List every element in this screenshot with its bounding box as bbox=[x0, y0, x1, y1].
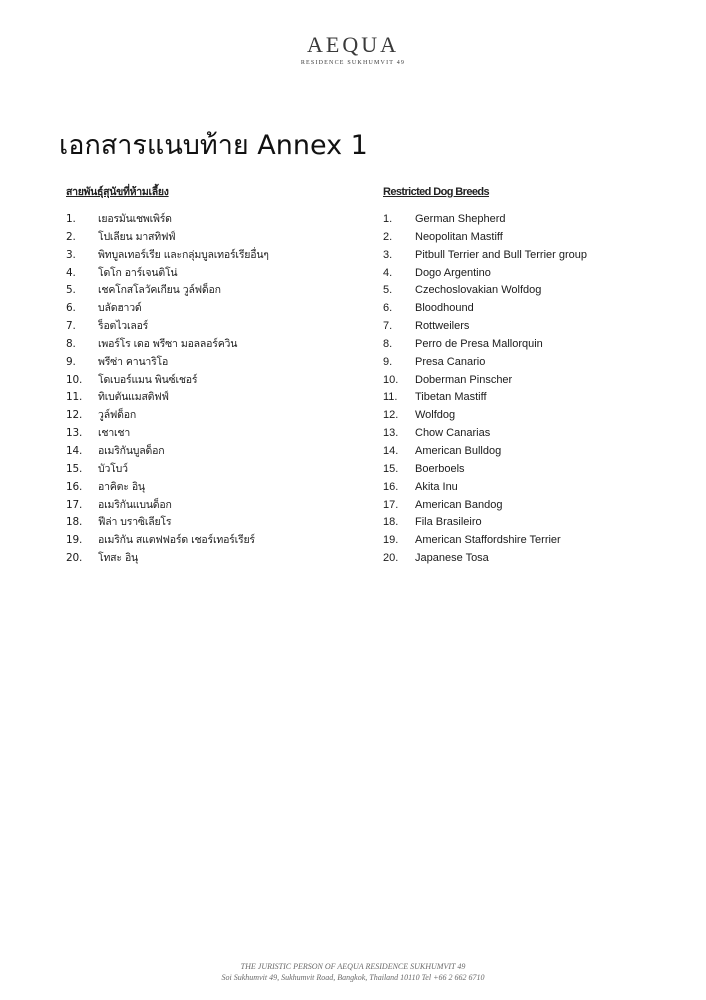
item-number: 16. bbox=[66, 480, 83, 493]
item-number: 9. bbox=[66, 355, 76, 368]
item-number: 7. bbox=[383, 320, 393, 333]
item-number: 10. bbox=[383, 373, 399, 386]
list-item bbox=[383, 318, 693, 336]
list-item bbox=[383, 407, 693, 425]
breed-name: โดโก อาร์เจนติโน่ bbox=[98, 266, 178, 279]
item-number: 2. bbox=[66, 230, 76, 243]
item-number: 20. bbox=[66, 552, 83, 565]
list-item bbox=[383, 247, 693, 265]
breed-name: American Staffordshire Terrier bbox=[415, 534, 561, 547]
breed-name: American Bulldog bbox=[415, 444, 502, 457]
item-number: 16. bbox=[383, 480, 399, 493]
english-list-heading: Restricted Dog Breeds bbox=[383, 186, 489, 198]
breed-name: Czechoslovakian Wolfdog bbox=[415, 284, 542, 297]
item-number: 13. bbox=[66, 427, 83, 440]
breed-name: Japanese Tosa bbox=[415, 552, 489, 565]
breed-name: Fila Brasileiro bbox=[415, 516, 482, 529]
item-number: 20. bbox=[383, 552, 399, 565]
list-item bbox=[66, 300, 366, 318]
list-item bbox=[383, 336, 693, 354]
list-item bbox=[383, 514, 693, 532]
item-number: 17. bbox=[383, 498, 399, 511]
breed-name: Wolfdog bbox=[415, 409, 456, 422]
breed-name: Bloodhound bbox=[415, 302, 474, 315]
item-number: 3. bbox=[66, 248, 76, 261]
thai-breed-column bbox=[66, 184, 366, 568]
list-item bbox=[383, 229, 693, 247]
breed-name: บลัดฮาวด์ bbox=[98, 302, 142, 315]
list-item bbox=[383, 443, 693, 461]
breed-name: American Bandog bbox=[415, 498, 503, 511]
page-footer bbox=[0, 961, 706, 983]
item-number: 14. bbox=[66, 444, 83, 457]
item-number: 5. bbox=[383, 284, 393, 297]
list-item bbox=[383, 497, 693, 515]
breed-name: German Shepherd bbox=[415, 213, 506, 225]
footer-line-address: Soi Sukhumvit 49, Sukhumvit Road, Bangkok, Thailand 10110 Tel +66 2 662 6710 bbox=[221, 973, 485, 982]
item-number: 7. bbox=[66, 320, 76, 333]
item-number: 6. bbox=[383, 302, 393, 315]
thai-breed-list bbox=[66, 211, 366, 568]
breed-name: บัวโบว์ bbox=[98, 462, 128, 475]
breed-name: Pitbull Terrier and Bull Terrier group bbox=[415, 248, 588, 261]
item-number: 15. bbox=[66, 462, 83, 475]
item-number: 17. bbox=[66, 498, 83, 511]
breed-name: โทสะ อินุ bbox=[98, 552, 139, 565]
list-item bbox=[383, 372, 693, 390]
list-item bbox=[66, 550, 366, 568]
item-number: 1. bbox=[383, 213, 393, 225]
item-number: 18. bbox=[383, 516, 399, 529]
list-item bbox=[383, 461, 693, 479]
list-item bbox=[66, 354, 366, 372]
item-number: 3. bbox=[383, 248, 393, 261]
breed-name: อเมริกันแบนด็อก bbox=[98, 498, 172, 511]
list-item bbox=[66, 497, 366, 515]
english-breed-list bbox=[383, 211, 693, 568]
list-item bbox=[383, 389, 693, 407]
item-number: 9. bbox=[383, 355, 393, 368]
breed-name: ทิเบตันแมสติฟฟ์ bbox=[98, 391, 169, 404]
list-item bbox=[66, 247, 366, 265]
item-number: 15. bbox=[383, 462, 399, 475]
list-item bbox=[66, 443, 366, 461]
list-item bbox=[66, 282, 366, 300]
list-item bbox=[66, 479, 366, 497]
breed-name: Chow Canarias bbox=[415, 427, 491, 440]
breed-name: Boerboels bbox=[415, 462, 465, 475]
item-number: 4. bbox=[66, 266, 76, 279]
list-item bbox=[383, 300, 693, 318]
item-number: 19. bbox=[383, 534, 399, 547]
breed-name: Presa Canario bbox=[415, 355, 486, 368]
list-item bbox=[66, 336, 366, 354]
breed-name: Dogo Argentino bbox=[415, 266, 491, 279]
breed-name: พรีซ่า คานาริโอ bbox=[98, 355, 169, 368]
document-title: เอกสารแนบท้าย Annex 1 bbox=[59, 130, 368, 161]
item-number: 8. bbox=[66, 337, 76, 350]
list-item bbox=[383, 282, 693, 300]
breed-name: อเมริกันบูลด็อก bbox=[98, 444, 165, 457]
list-item bbox=[66, 229, 366, 247]
item-number: 4. bbox=[383, 266, 393, 279]
list-item bbox=[66, 514, 366, 532]
breed-name: ฟีล่า บราซิเลียโร bbox=[98, 516, 172, 529]
item-number: 12. bbox=[66, 409, 83, 422]
list-item bbox=[66, 318, 366, 336]
item-number: 12. bbox=[383, 409, 399, 422]
breed-name: เชาเชา bbox=[98, 427, 131, 440]
breed-name: Doberman Pinscher bbox=[415, 373, 513, 386]
footer-line-organization: THE JURISTIC PERSON OF AEQUA RESIDENCE SUKHUMVIT 49 bbox=[240, 962, 466, 971]
list-item bbox=[66, 532, 366, 550]
list-item bbox=[66, 389, 366, 407]
list-item bbox=[66, 407, 366, 425]
logo-subtitle: RESIDENCE SUKHUMVIT 49 bbox=[300, 60, 406, 66]
item-number: 18. bbox=[66, 516, 83, 529]
item-number: 1. bbox=[66, 213, 76, 225]
item-number: 10. bbox=[66, 373, 83, 386]
logo-wordmark: AEQUA bbox=[307, 32, 399, 57]
breed-name: Rottweilers bbox=[415, 320, 470, 333]
list-item bbox=[66, 372, 366, 390]
item-number: 11. bbox=[66, 391, 83, 404]
breed-name: Neopolitan Mastiff bbox=[415, 230, 503, 243]
breed-name: เชคโกสโลวัคเกียน วูล์ฟด็อก bbox=[98, 284, 221, 297]
list-item bbox=[383, 354, 693, 372]
item-number: 13. bbox=[383, 427, 399, 440]
list-item bbox=[383, 479, 693, 497]
list-item bbox=[66, 265, 366, 283]
breed-name: โดเบอร์แมน พินซ์เชอร์ bbox=[98, 373, 198, 386]
breed-name: Tibetan Mastiff bbox=[415, 391, 487, 404]
list-item bbox=[383, 265, 693, 283]
breed-name: ร็อตไวเลอร์ bbox=[98, 320, 149, 333]
breed-name: วูล์ฟด็อก bbox=[98, 409, 137, 422]
brand-logo bbox=[0, 33, 706, 66]
item-number: 8. bbox=[383, 337, 393, 350]
list-item bbox=[383, 532, 693, 550]
item-number: 5. bbox=[66, 284, 76, 297]
list-item bbox=[383, 425, 693, 443]
item-number: 2. bbox=[383, 230, 393, 243]
list-item bbox=[66, 425, 366, 443]
breed-name: เพอร์โร เดอ พรีซา มอลลอร์ควิน bbox=[98, 337, 238, 350]
thai-list-heading: สายพันธุ์สุนัขที่ห้ามเลี้ยง bbox=[66, 186, 169, 198]
item-number: 6. bbox=[66, 302, 76, 315]
breed-name: อเมริกัน สแตฟฟอร์ด เชอร์เทอร์เรียร์ bbox=[98, 534, 255, 547]
item-number: 14. bbox=[383, 444, 399, 457]
list-item bbox=[383, 211, 693, 229]
list-item bbox=[66, 211, 366, 229]
breed-name: อาคิตะ อินุ bbox=[98, 480, 145, 493]
english-breed-column bbox=[383, 184, 693, 568]
list-item bbox=[383, 550, 693, 568]
item-number: 11. bbox=[383, 391, 398, 404]
breed-name: พิทบูลเทอร์เรีย และกลุ่มบูลเทอร์เรียอื่นๆ bbox=[98, 248, 269, 261]
breed-name: Akita Inu bbox=[415, 480, 458, 493]
list-item bbox=[66, 461, 366, 479]
breed-name: โปเลียน มาสทิฟฟ์ bbox=[98, 230, 176, 243]
breed-name: Perro de Presa Mallorquin bbox=[415, 337, 543, 350]
breed-name: เยอรมันเชพเพิร์ด bbox=[98, 213, 172, 225]
item-number: 19. bbox=[66, 534, 83, 547]
